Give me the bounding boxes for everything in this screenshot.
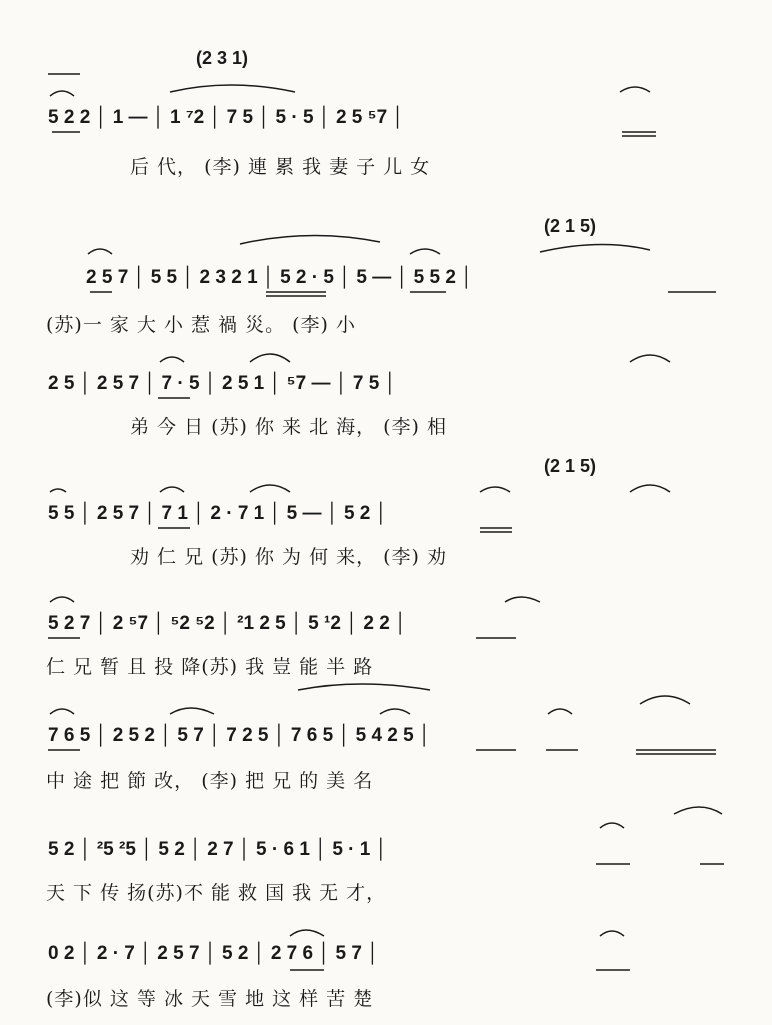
system-1 xyxy=(0,40,772,180)
notation-line: 5 2 2 │ 1 — │ 1 ⁷2 │ 7 5 │ 5 · 5 │ 2 5 ⁵7 │ xyxy=(48,107,405,128)
system-6 xyxy=(0,680,772,790)
lyrics-line: 劝 仁 兄 (苏) 你 为 何 来， (李) 劝 xyxy=(130,546,448,568)
lyrics-line: 后 代， (李) 連 累 我 妻 子 儿 女 xyxy=(130,156,431,178)
lyrics-line: (李)似 这 等 冰 天 雪 地 这 样 苦 楚 xyxy=(46,988,374,1010)
lyrics-line: 中 途 把 節 改， (李) 把 兄 的 美 名 xyxy=(46,770,374,792)
notation-line: 0 2 │ 2 · 7 │ 2 5 7 │ 5 2 │ 2 7 6 │ 5 7 │ xyxy=(48,943,380,964)
notation-line: 5 2 │ ²5 ²5 │ 5 2 │ 2 7 │ 5 · 6 1 │ 5 · 1 │ xyxy=(48,839,388,860)
notation-line: 5 2 7 │ 2 ⁵7 │ ⁵2 ⁵2 │ ²1 2 5 │ 5 ¹2 │ 2 2 │ xyxy=(48,613,407,634)
lyrics-line: 弟 今 日 (苏) 你 来 北 海， (李) 相 xyxy=(130,416,448,438)
grace-notes-parenthesis: (2 1 5) xyxy=(544,456,597,476)
lyrics-line: (苏)一 家 大 小 惹 禍 災。 (李) 小 xyxy=(46,314,356,336)
system-5 xyxy=(0,580,772,690)
lyrics-line: 天 下 传 扬(苏)不 能 救 国 我 无 才， xyxy=(46,882,387,904)
notation-line: 5 5 │ 2 5 7 │ 7 1 │ 2 · 7 1 │ 5 — │ 5 2 │ xyxy=(48,503,388,524)
grace-notes-parenthesis: (2 1 5) xyxy=(544,216,597,236)
notation-line: 2 5 7 │ 5 5 │ 2 3 2 1 │ 5 2 · 5 │ 5 — │ 5 5 2 │ xyxy=(86,267,474,288)
system-7 xyxy=(0,800,772,910)
notation-line: 7 6 5 │ 2 5 2 │ 5 7 │ 7 2 5 │ 7 6 5 │ 5 4 2 5 │ xyxy=(48,725,431,746)
system-3 xyxy=(0,340,772,450)
system-2 xyxy=(0,210,772,336)
notation-line: 2 5 │ 2 5 7 │ 7 · 5 │ 2 5 1 │ ⁵7 — │ 7 5 │ xyxy=(48,373,397,394)
grace-notes-parenthesis: (2 3 1) xyxy=(196,48,249,68)
system-8 xyxy=(0,910,772,1020)
lyrics-line: 仁 兄 暂 且 投 降(苏) 我 豈 能 半 路 xyxy=(46,656,374,678)
system-4 xyxy=(0,450,772,570)
